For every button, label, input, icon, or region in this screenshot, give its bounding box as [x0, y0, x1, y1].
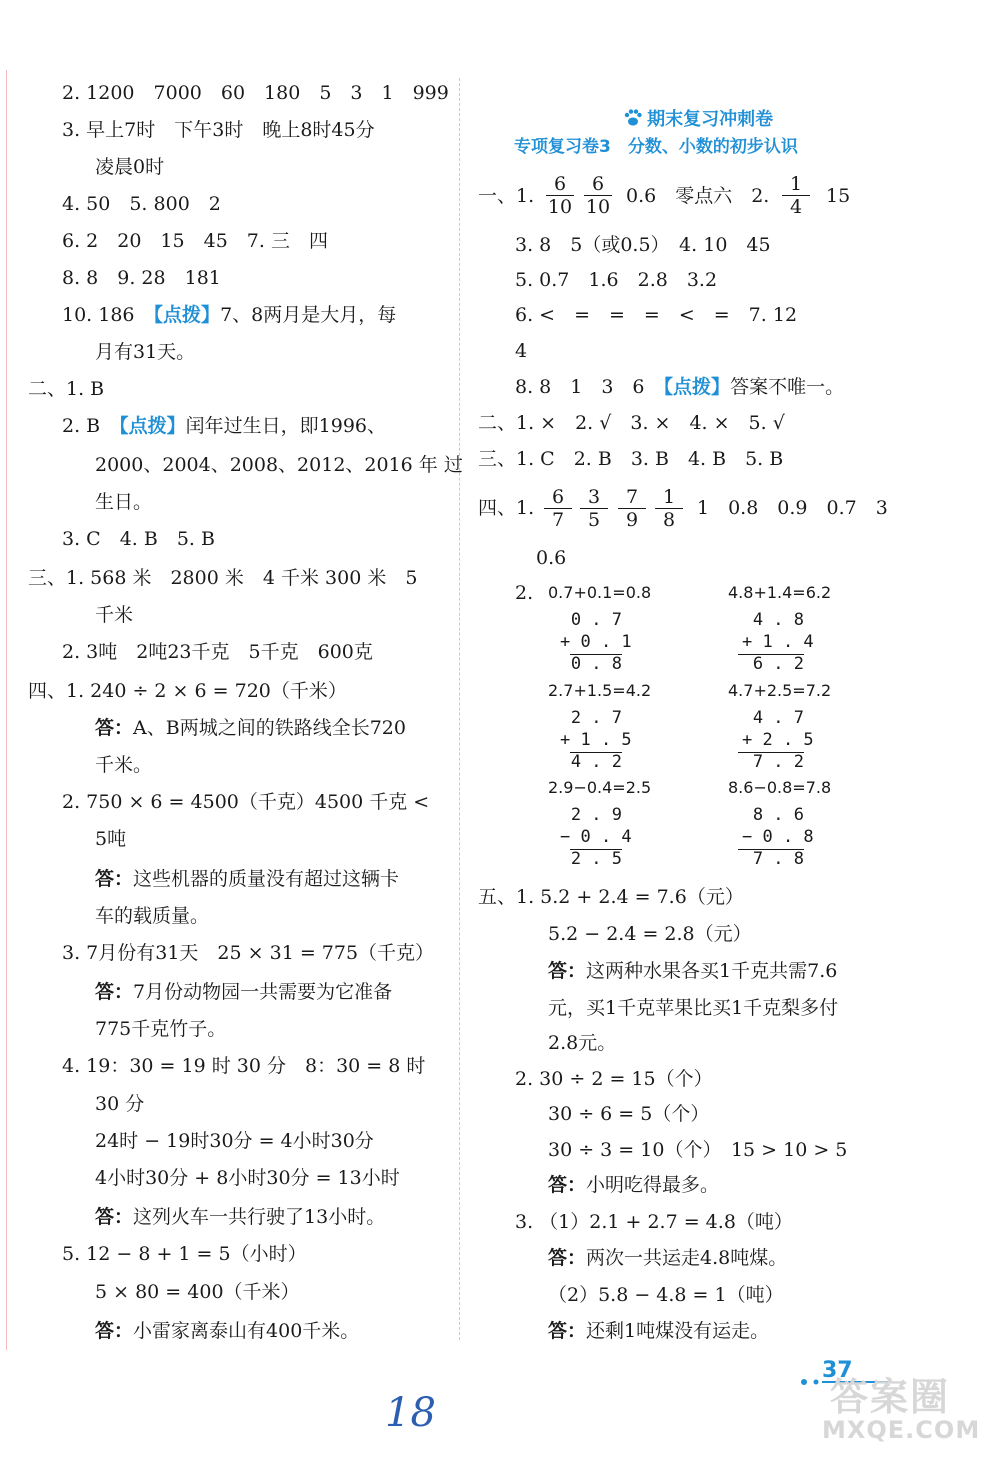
- left-line: 四、1. 240 ÷ 2 × 6 = 720（千米）: [28, 680, 347, 702]
- left-line: 千米: [95, 604, 134, 626]
- tip-label: 【点拨】: [153, 304, 221, 326]
- answer-label: 答：: [548, 1174, 587, 1196]
- answer-label: 答：: [95, 1206, 134, 1228]
- section-title: 期末复习冲刺卷: [598, 84, 773, 152]
- right-line: 元，买1千克苹果比买1千克梨多付: [548, 997, 839, 1019]
- right-line: 5. 0.7 1.6 2.8 3.2: [515, 269, 718, 291]
- left-line: 3. 7月份有31天 25 × 31 = 775（千克）: [62, 942, 435, 964]
- left-line: 8. 8 9. 28 181: [62, 267, 221, 289]
- left-line: 6. 2 20 15 45 7. 三 四: [62, 230, 328, 252]
- page-number: 37: [822, 1358, 882, 1388]
- answer-label: 答：: [95, 981, 134, 1003]
- right-line: 0.6: [536, 547, 567, 569]
- right-line: （2）5.8 − 4.8 = 1（吨）: [548, 1284, 784, 1306]
- fraction: $\frac{6}{10}$: [585, 173, 611, 218]
- left-line: 775千克竹子。: [95, 1018, 227, 1040]
- tip-label: 【点拨】: [119, 415, 186, 437]
- right-line: 2.8元。: [548, 1032, 617, 1054]
- left-line: 三、1. 568 米 2800 米 4 千米 300 米 5: [28, 567, 418, 589]
- left-line: 答：A、B两城之间的铁路线全长720: [95, 717, 406, 739]
- right-line: 0.6 零点六 2.: [626, 185, 770, 207]
- left-line: 30 分: [95, 1093, 145, 1115]
- left-line: 答：这些机器的质量没有超过这辆卡: [95, 868, 400, 890]
- fraction: $\frac{7}{9}$: [618, 486, 646, 531]
- right-line: 2. 30 ÷ 2 = 15（个）: [515, 1068, 713, 1090]
- left-line: 2. B 【点拨】闰年过生日，即1996、: [62, 415, 387, 437]
- answer-label: 答：: [95, 868, 134, 890]
- left-line: 答：7月份动物园一共需要为它准备: [95, 981, 393, 1003]
- right-line: 三、1. C 2. B 3. B 4. B 5. B: [478, 448, 784, 470]
- right-line: 4: [515, 340, 528, 362]
- right-line: 五、1. 5.2 + 2.4 = 7.6（元）: [478, 886, 744, 908]
- fraction: $\frac{6}{7}$: [544, 486, 572, 531]
- tip-text: 答案不唯一。: [730, 376, 845, 398]
- right-line: 答：小明吃得最多。: [548, 1174, 720, 1196]
- right-line: 3. 8 5（或0.5） 4. 10 45: [515, 234, 771, 256]
- left-line: 3. C 4. B 5. B: [62, 528, 215, 550]
- right-line: 2.: [515, 582, 534, 604]
- left-line: 2. 1200 7000 60 180 5 3 1 999: [62, 82, 449, 104]
- fraction: $\frac{3}{5}$: [580, 486, 608, 531]
- left-line: 生日。: [95, 491, 153, 513]
- right-line: 30 ÷ 3 = 10（个） 15 > 10 > 5: [548, 1139, 848, 1161]
- right-line: 15: [826, 185, 851, 207]
- right-line: 6. < = = = < = 7. 12: [515, 304, 798, 326]
- paw-icon: [623, 109, 643, 127]
- left-line: 月有31天。: [95, 341, 196, 363]
- right-line: 二、1. × 2. √ 3. × 4. × 5. √: [478, 412, 785, 434]
- left-line: 5. 12 − 8 + 1 = 5（小时）: [62, 1243, 307, 1265]
- left-line: 凌晨0时: [95, 156, 165, 178]
- left-line: 千米。: [95, 754, 153, 776]
- left-line: 答：这列火车一共行驶了13小时。: [95, 1206, 386, 1228]
- fraction: $\frac{1}{4}$: [782, 173, 810, 218]
- right-line: 5.2 − 2.4 = 2.8（元）: [548, 923, 752, 945]
- right-line: 1 0.8 0.9 0.7 3: [697, 497, 888, 519]
- left-line: 5 × 80 = 400（千米）: [95, 1281, 300, 1303]
- left-line: 二、1. B: [28, 378, 105, 400]
- left-line: 2. 3吨 2吨23千克 5千克 600克: [62, 641, 373, 663]
- right-line: 30 ÷ 6 = 5（个）: [548, 1103, 710, 1125]
- left-line: 10. 186 【点拨】7、8两月是大月，每: [62, 304, 397, 326]
- right-line: 答：两次一共运走4.8吨煤。: [548, 1247, 788, 1269]
- left-line: 答：小雷家离泰山有400千米。: [95, 1320, 360, 1342]
- right-line: 答：这两种水果各买1千克共需7.6: [548, 960, 838, 982]
- right-line: 答：还剩1吨煤没有运走。: [548, 1320, 770, 1342]
- tip-text: 7、8两月是大月，每: [220, 304, 397, 326]
- sub-title: 专项复习卷3 分数、小数的初步认识: [514, 137, 798, 157]
- column-divider: [459, 78, 460, 1340]
- left-line: 24时 − 19时30分 = 4小时30分: [95, 1130, 374, 1152]
- left-line: 4小时30分 + 8小时30分 = 13小时: [95, 1167, 400, 1189]
- handwritten-note: 18: [385, 1390, 436, 1436]
- left-line: 4. 19：30 = 19 时 30 分 8：30 = 8 时: [62, 1055, 426, 1077]
- left-line: 3. 早上7时 下午3时 晚上8时45分: [62, 119, 375, 141]
- watermark: 答案圈 MXQE.COM: [822, 1375, 981, 1444]
- right-line: 8. 8 1 3 6 【点拨】答案不唯一。: [515, 376, 845, 398]
- right-line: 3. （1）2.1 + 2.7 = 4.8（吨）: [515, 1211, 793, 1233]
- left-line: 2. 750 × 6 = 4500（千克）4500 千克 <: [62, 791, 430, 813]
- right-line: 四、1.: [478, 497, 535, 519]
- answer-label: 答：: [548, 1320, 587, 1342]
- answer-label: 答：: [95, 717, 134, 739]
- left-line: 5吨: [95, 828, 127, 850]
- left-line: 车的载质量。: [95, 905, 210, 927]
- left-line: 2000、2004、2008、2012、2016 年 过: [95, 454, 463, 476]
- tip-label: 【点拨】: [663, 376, 731, 398]
- right-line: 一、1.: [478, 185, 535, 207]
- fraction: $\frac{1}{8}$: [655, 486, 683, 531]
- left-line: 4. 50 5. 800 2: [62, 193, 221, 215]
- fraction: $\frac{6}{10}$: [547, 173, 573, 218]
- answer-label: 答：: [95, 1320, 134, 1342]
- answer-label: 答：: [548, 960, 587, 982]
- answer-label: 答：: [548, 1247, 587, 1269]
- page-margin-line: [6, 70, 7, 1350]
- tip-text: 闰年过生日，即1996、: [185, 415, 387, 437]
